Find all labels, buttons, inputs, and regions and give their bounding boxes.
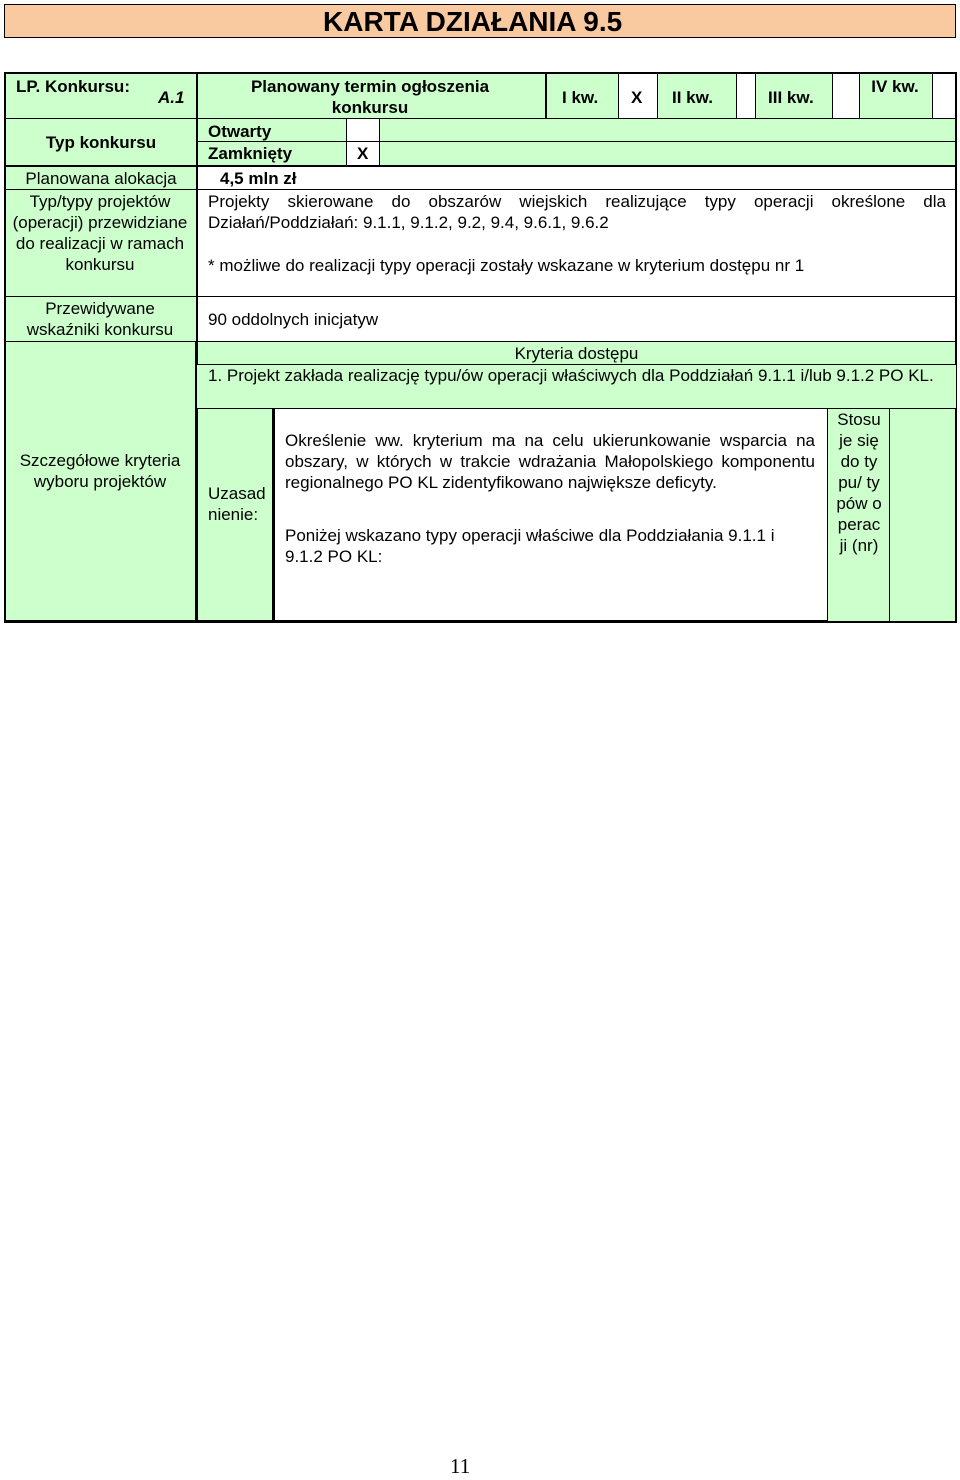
applies-value-cell <box>889 408 956 622</box>
type-closed-filler <box>379 141 956 166</box>
lp-label: LP. Konkursu: <box>16 77 130 96</box>
justification-paragraph-1: Określenie ww. kryterium ma na celu ukierunkowanie wsparcia na obszary, w których w trakcie wdrażania Małopolskiego komponentu regionalnego PO KL zidentyfikowano największe deficyty. <box>285 431 815 492</box>
type-closed-label: Zamknięty <box>208 144 293 163</box>
quarter-2-label: II kw. <box>672 88 713 107</box>
indicators-label: Przewidywane wskaźniki konkursu <box>26 299 174 339</box>
criteria-label: Szczegółowe kryteria wyboru projektów <box>19 451 181 491</box>
justification-label: Uzasadnienie: <box>208 484 266 524</box>
type-open-label: Otwarty <box>208 122 272 141</box>
indicators-value: 90 oddolnych inicjatyw <box>208 310 379 329</box>
type-open-filler <box>379 118 956 142</box>
applies-label: Stosuje się do typu/ typów operacji (nr) <box>836 410 882 555</box>
operations-note: * możliwe do realizacji typy operacji zostały wskazane w kryterium dostępu nr 1 <box>208 256 805 275</box>
criteria-item-1: 1. Projekt zakłada realizację typu/ów operacji właściwych dla Poddziałań 9.1.1 i/lub 9.1.2 PO KL. <box>208 366 934 385</box>
operations-text: Projekty skierowane do obszarów wiejskich realizujące typy operacji określone dla Działań/Poddziałań: 9.1.1, 9.1.2, 9.2, 9.4, 9.6.1, 9.6.2 <box>208 192 946 232</box>
quarter-4-box <box>932 73 956 119</box>
page-number: 11 <box>450 1454 471 1478</box>
quarter-3-label: III kw. <box>768 88 814 107</box>
page-title: KARTA DZIAŁANIA 9.5 <box>4 4 956 38</box>
quarter-2-box <box>736 73 756 119</box>
operations-label: Typ/typy projektów (operacji) przewidziane do realizacji w ramach konkursu <box>12 192 188 274</box>
lp-value: A.1 <box>158 88 185 107</box>
allocation-value-cell <box>197 166 956 190</box>
quarter-1-label: I kw. <box>562 88 599 107</box>
allocation-value: 4,5 mln zł <box>220 169 297 188</box>
planned-term-label: Planowany termin ogłoszenia konkursu <box>250 77 490 117</box>
quarter-4-label: IV kw. <box>871 77 919 96</box>
type-open-box <box>346 118 380 142</box>
allocation-label: Planowana alokacja <box>25 169 177 188</box>
quarter-3-box <box>832 73 860 119</box>
type-label: Typ konkursu <box>45 133 157 152</box>
quarter-1-mark: X <box>631 88 643 107</box>
type-closed-mark: X <box>357 144 369 163</box>
criteria-heading: Kryteria dostępu <box>514 344 639 363</box>
justification-paragraph-2: Poniżej wskazano typy operacji właściwe dla Poddziałania 9.1.1 i 9.1.2 PO KL: <box>285 526 775 566</box>
